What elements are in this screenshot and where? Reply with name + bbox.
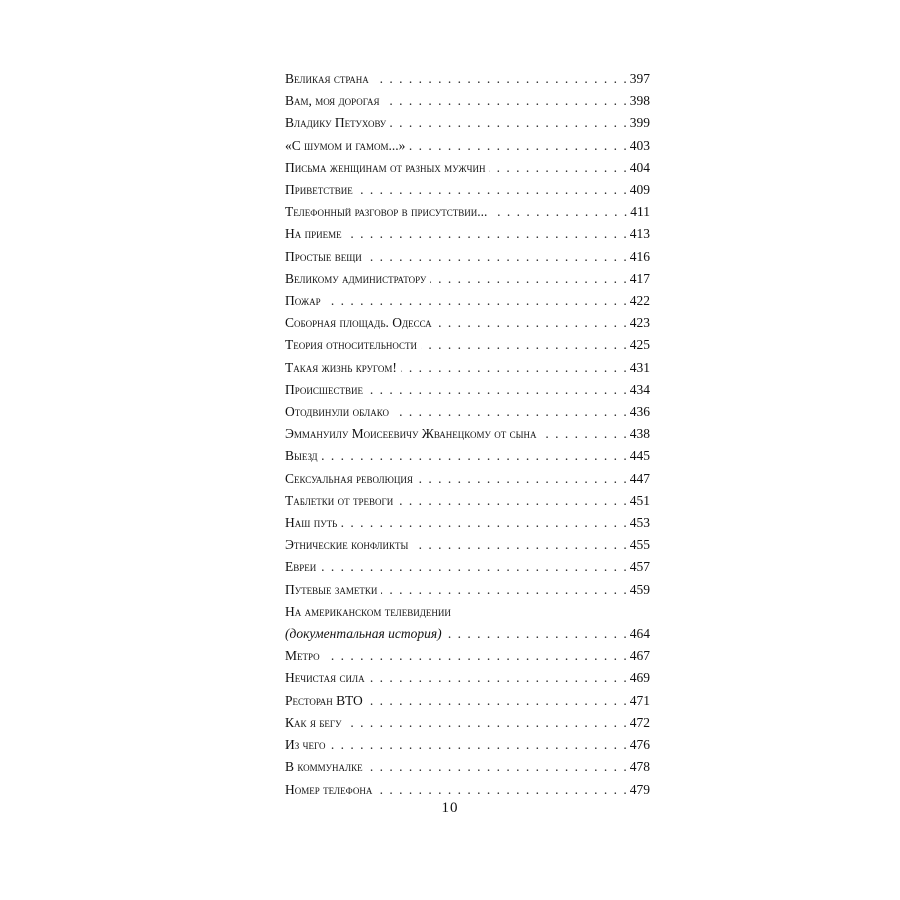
dot-leader — [346, 223, 627, 245]
toc-entry-subtitle: (документальная история) — [285, 626, 442, 642]
toc-entry — [285, 645, 650, 667]
toc-entry-title: Из чего — [285, 737, 326, 753]
toc-entry-page: 425 — [629, 337, 650, 353]
dot-leader — [489, 157, 626, 179]
toc-entry-title: Происшествие — [285, 381, 363, 397]
toc-entry-title: Великая страна — [285, 71, 369, 86]
toc-entry — [285, 623, 650, 645]
toc-entry — [285, 490, 650, 512]
dot-leader — [322, 445, 627, 467]
dot-leader — [367, 756, 627, 778]
dot-leader — [390, 112, 627, 134]
toc-entry-page: 445 — [629, 448, 650, 464]
toc-entry-title: На американском телевидении — [285, 603, 451, 619]
toc-entry-title: Владику Петухову — [285, 115, 387, 131]
toc-entry-title: Метро — [285, 648, 320, 664]
toc-entry-title: Сексуальная революция — [285, 470, 413, 486]
dot-leader — [329, 734, 626, 756]
toc-entry-title: «С шумом и гамом...» — [285, 137, 406, 153]
toc-entry-page: 423 — [629, 315, 650, 331]
dot-leader — [417, 468, 627, 490]
toc-entry — [285, 579, 650, 601]
toc-entry-page: 455 — [629, 537, 650, 553]
toc-entry — [285, 135, 650, 157]
dot-leader — [401, 357, 627, 379]
dot-leader — [430, 268, 627, 290]
dot-leader — [541, 423, 627, 445]
toc-entry-page: 472 — [629, 714, 650, 730]
toc-entry-title: Отодвинули облако — [285, 404, 389, 420]
toc-entry — [285, 512, 650, 534]
toc-entry-page: 464 — [629, 626, 650, 642]
toc-entry-page: 416 — [629, 248, 650, 264]
toc-entry-title: Нечистая сила — [285, 670, 365, 686]
toc-entry-page: 422 — [629, 293, 650, 309]
toc-entry-page: 451 — [629, 492, 650, 508]
toc-entry-page: 457 — [629, 559, 650, 575]
toc-entry-page: 404 — [629, 159, 650, 175]
toc-entry-title: Телефонный разговор в присутствии... — [285, 204, 488, 220]
toc-entry — [285, 690, 650, 712]
dot-leader — [341, 512, 627, 534]
toc-entry — [285, 179, 650, 201]
toc-entry — [285, 223, 650, 245]
toc-entry — [285, 423, 650, 445]
toc-entry — [285, 534, 650, 556]
toc-entry-page: 403 — [629, 137, 650, 153]
dot-leader — [373, 68, 627, 90]
toc-entry-page: 417 — [629, 270, 650, 286]
toc-entry-page: 478 — [629, 759, 650, 775]
toc-entry — [285, 556, 650, 578]
toc-entry-title: Эммануилу Моисеевичу Жванецкому от сына — [285, 426, 537, 442]
dot-leader — [381, 579, 626, 601]
toc-entry — [285, 779, 650, 801]
toc-entry-title: Этнические конфликты — [285, 537, 409, 553]
toc-entry-title: Простые вещи — [285, 248, 362, 264]
toc-entry — [285, 401, 650, 423]
toc-entry — [285, 246, 650, 268]
dot-leader — [436, 312, 627, 334]
toc-entry-title: Соборная площадь. Одесса — [285, 315, 432, 331]
dot-leader — [376, 779, 626, 801]
dot-leader — [397, 490, 627, 512]
toc-entry-page: 436 — [629, 404, 650, 420]
toc-entry-title: Наш путь — [285, 515, 338, 531]
dot-leader — [393, 401, 627, 423]
dot-leader — [367, 379, 627, 401]
dot-leader — [366, 246, 627, 268]
toc-entry-page: 399 — [629, 115, 650, 131]
dot-leader — [367, 690, 627, 712]
toc-entry — [285, 268, 650, 290]
toc-entry-title: Евреи — [285, 559, 317, 575]
toc-entry-page: 476 — [629, 737, 650, 753]
toc-entry — [285, 445, 650, 467]
toc-entry — [285, 357, 650, 379]
dot-leader — [325, 290, 627, 312]
toc-entry-page: 438 — [629, 426, 650, 442]
toc-entry — [285, 667, 650, 689]
toc-entry-title: Как я бегу — [285, 714, 342, 730]
toc-entry-page: 397 — [629, 71, 650, 86]
toc-entry-page: 467 — [629, 648, 650, 664]
toc-entry — [285, 712, 650, 734]
dot-leader — [491, 201, 627, 223]
toc-entry-title: Пожар — [285, 293, 321, 309]
toc-entry — [285, 468, 650, 490]
toc-entry-title: Письма женщинам от разных мужчин — [285, 159, 486, 175]
toc-entry-title: Теория относительности — [285, 337, 417, 353]
toc-entry — [285, 90, 650, 112]
toc-entry-title: Приветствие — [285, 182, 353, 198]
page-number: 10 — [441, 800, 459, 816]
dot-leader — [383, 90, 626, 112]
toc-entry — [285, 312, 650, 334]
toc-entry-title: Такая жизнь кругом! — [285, 359, 397, 375]
toc-entry-page: 411 — [630, 204, 650, 220]
dot-leader — [320, 556, 626, 578]
toc-entry-title: На приеме — [285, 226, 342, 242]
toc-entry-page: 469 — [629, 670, 650, 686]
toc-entry-page: 431 — [629, 359, 650, 375]
toc-entry-page: 479 — [629, 781, 650, 797]
toc-entry-title: Таблетки от тревоги — [285, 492, 394, 508]
dot-leader — [446, 623, 627, 645]
toc-entry — [285, 734, 650, 756]
toc-entry-page: 459 — [629, 581, 650, 597]
dot-leader — [369, 667, 627, 689]
toc-entry-page: 453 — [629, 515, 650, 531]
toc-entry-title: Выезд — [285, 448, 318, 464]
toc-entry — [285, 157, 650, 179]
toc-entry — [285, 290, 650, 312]
toc-entry-title: Ресторан ВТО — [285, 692, 363, 708]
toc-entry-title: Номер телефона — [285, 781, 373, 797]
toc-entry-title: Вам, моя дорогая — [285, 93, 380, 109]
toc-entry — [285, 334, 650, 356]
toc-entry-page: 409 — [629, 182, 650, 198]
dot-leader — [346, 712, 627, 734]
toc-entry-page: 434 — [629, 381, 650, 397]
dot-leader — [412, 534, 626, 556]
toc-entry — [285, 379, 650, 401]
dot-leader — [324, 645, 627, 667]
dot-leader — [357, 179, 627, 201]
toc-entry-page: 471 — [629, 692, 650, 708]
toc-entry — [285, 112, 650, 134]
dot-leader — [421, 334, 627, 356]
toc-entry-page: 447 — [629, 470, 650, 486]
toc-entry — [285, 756, 650, 778]
toc-entry-title: Великому администратору — [285, 270, 427, 286]
toc-entry — [285, 201, 650, 223]
toc-entry-title: Путевые заметки — [285, 581, 378, 597]
table-of-contents — [285, 68, 650, 801]
dot-leader — [409, 135, 626, 157]
toc-entry-page: 398 — [629, 93, 650, 109]
toc-entry — [285, 68, 650, 90]
toc-entry-title: В коммуналке — [285, 759, 363, 775]
toc-entry-page: 413 — [629, 226, 650, 242]
